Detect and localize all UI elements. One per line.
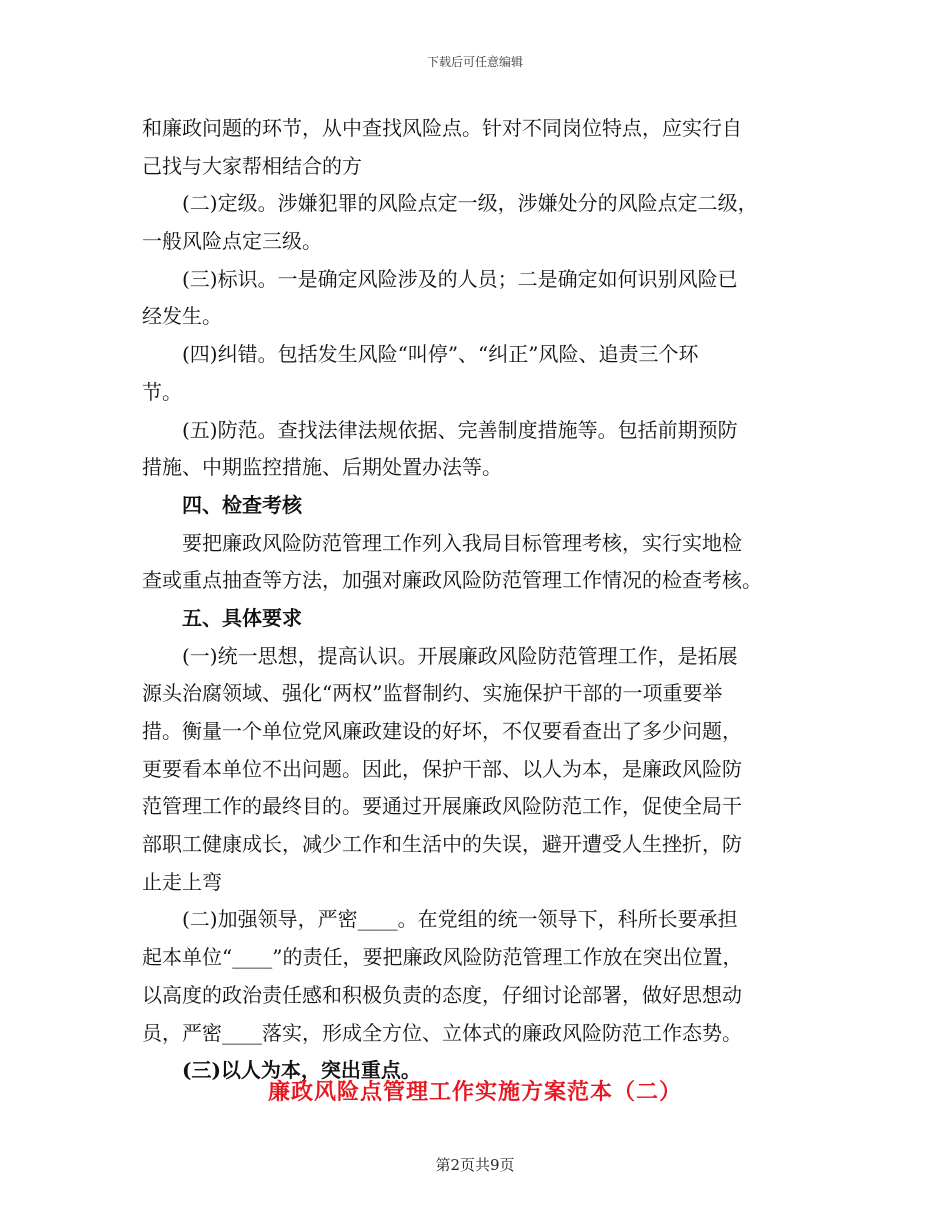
paragraph-line: 止走上弯: [142, 869, 222, 894]
paragraph-line: 节。: [142, 379, 182, 404]
paragraph-line: 一般风险点定三级。: [142, 229, 322, 254]
paragraph-line: (二)加强领导，严密____。在党组的统一领导下，科所长要承担: [182, 907, 738, 932]
paragraph-line: 以高度的政治责任感和积极负责的态度，仔细讨论部署，做好思想动: [142, 982, 742, 1007]
paragraph-line: 措施、中期监控措施、后期处置办法等。: [142, 455, 502, 480]
paragraph-line: 部职工健康成长，减少工作和生活中的失误，避开遭受人生挫折，防: [142, 832, 742, 857]
section-heading: 四、检查考核: [182, 492, 302, 517]
section-title: 廉政风险点管理工作实施方案范本（二）: [267, 1079, 682, 1105]
paragraph-line: (五)防范。查找法律法规依据、完善制度措施等。包括前期预防: [182, 417, 738, 442]
paragraph-line: 查或重点抽查等方法，加强对廉政风险防范管理工作情况的检查考核。: [142, 568, 762, 593]
paragraph-line: 起本单位“____”的责任，要把廉政风险防范管理工作放在突出位置，: [142, 945, 743, 970]
paragraph-line: 范管理工作的最终目的。要通过开展廉政风险防范工作，促使全局干: [142, 794, 742, 819]
paragraph-line: (四)纠错。包括发生风险“叫停”、“纠正”风险、追责三个环: [182, 342, 699, 367]
paragraph-line: 更要看本单位不出问题。因此，保护干部、以人为本，是廉政风险防: [142, 756, 742, 781]
document-body: [142, 110, 810, 1090]
paragraph-line: 源头治腐领域、强化“两权”监督制约、实施保护干部的一项重要举: [142, 681, 723, 706]
section-heading: 五、具体要求: [182, 605, 302, 630]
subsection-heading: (三)以人为本，突出重点。: [182, 1058, 421, 1083]
paragraph-line: 员，严密____落实，形成全方位、立体式的廉政风险防范工作态势。: [142, 1020, 742, 1045]
paragraph-line: 己找与大家帮相结合的方: [142, 153, 362, 178]
paragraph-line: 经发生。: [142, 304, 222, 329]
page-number: 第2页共9页: [435, 1156, 515, 1174]
paragraph-line: 和廉政问题的环节，从中查找风险点。针对不同岗位特点，应实行自: [142, 116, 742, 140]
paragraph-line: 措。衡量一个单位党风廉政建设的好坏，不仅要看查出了多少问题，: [142, 719, 742, 743]
page-header: 下载后可任意编辑: [426, 55, 523, 69]
paragraph-line: 要把廉政风险防范管理工作列入我局目标管理考核，实行实地检: [182, 530, 742, 555]
paragraph-line: (三)标识。一是确定风险涉及的人员；二是确定如何识别风险已: [182, 266, 738, 291]
paragraph-line: (一)统一思想，提高认识。开展廉政风险防范管理工作，是拓展: [182, 643, 738, 668]
paragraph-line: (二)定级。涉嫌犯罪的风险点定一级，涉嫌处分的风险点定二级，: [182, 191, 758, 216]
